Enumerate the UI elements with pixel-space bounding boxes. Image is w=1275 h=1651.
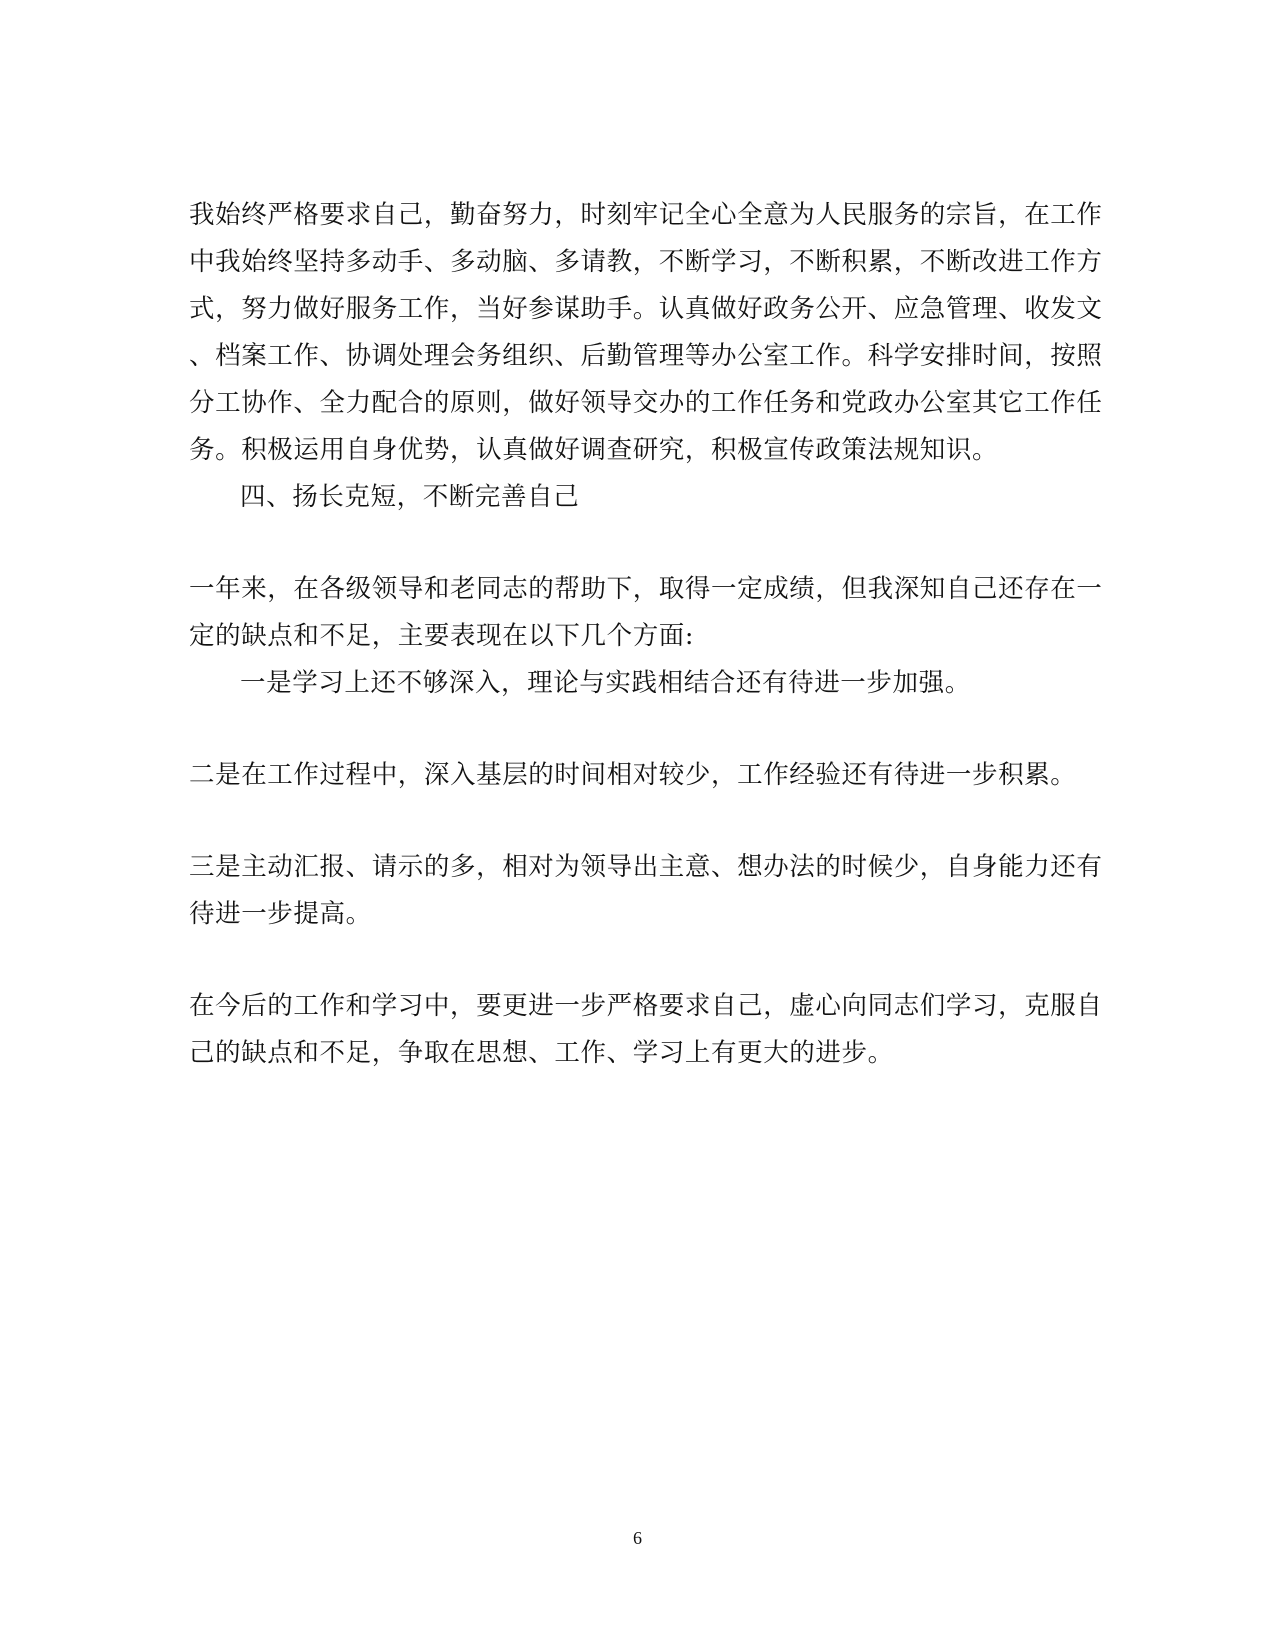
paragraph-line: 务。积极运用自身优势，认真做好调查研究，积极宣传政策法规知识。 (189, 435, 999, 465)
paragraph-line: 式，努力做好服务工作，当好参谋助手。认真做好政务公开、应急管理、收发文 (189, 294, 1103, 324)
paragraph-line: 在今后的工作和学习中，要更进一步严格要求自己，虚心向同志们学习，克服自 (189, 991, 1103, 1021)
paragraph-line: 定的缺点和不足，主要表现在以下几个方面: (189, 621, 695, 651)
paragraph-line: 待进一步提高。 (189, 899, 372, 929)
section-heading: 四、扬长克短，不断完善自己 (240, 482, 580, 512)
paragraph-line: 一是学习上还不够深入，理论与实践相结合还有待进一步加强。 (240, 668, 971, 698)
paragraph-line: 一年来，在各级领导和老同志的帮助下，取得一定成绩，但我深知自己还存在一 (189, 574, 1103, 604)
paragraph-line: 我始终严格要求自己，勤奋努力，时刻牢记全心全意为人民服务的宗旨，在工作 (189, 200, 1103, 230)
paragraph-line: 己的缺点和不足，争取在思想、工作、学习上有更大的进步。 (189, 1038, 894, 1068)
paragraph-line: 中我始终坚持多动手、多动脑、多请教，不断学习，不断积累，不断改进工作方 (189, 247, 1103, 277)
paragraph-line: 二是在工作过程中，深入基层的时间相对较少，工作经验还有待进一步积累。 (189, 760, 1077, 790)
paragraph-line: 、档案工作、协调处理会务组织、后勤管理等办公室工作。科学安排时间，按照 (189, 341, 1103, 371)
paragraph-line: 分工协作、全力配合的原则，做好领导交办的工作任务和党政办公室其它工作任 (189, 388, 1103, 418)
page-number: 6 (633, 1528, 642, 1548)
paragraph-line: 三是主动汇报、请示的多，相对为领导出主意、想办法的时候少，自身能力还有 (189, 852, 1103, 882)
